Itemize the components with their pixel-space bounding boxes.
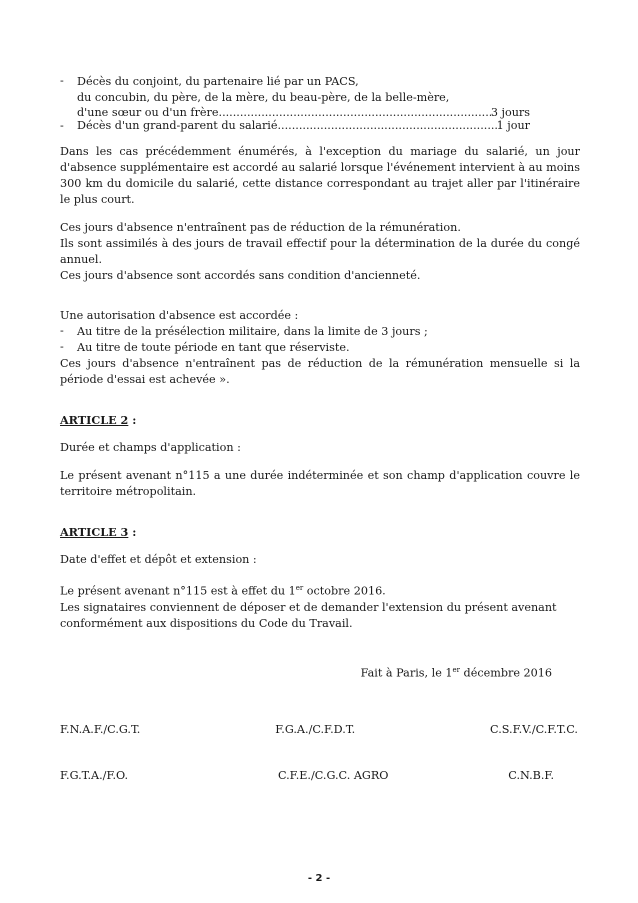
article-3-heading: ARTICLE 3 : bbox=[60, 525, 137, 539]
list-item bbox=[60, 74, 580, 90]
article-3-body-2: Les signataires conviennent de déposer et de demander l'extension du présent avenant conformément aux dispositions du Code du Travail. bbox=[60, 600, 557, 630]
document-page bbox=[60, 74, 580, 782]
bullet-dash: - bbox=[60, 340, 64, 353]
article-2-subtitle: Durée et champs d'application : bbox=[60, 441, 241, 454]
article-3-body-1: Le présent avenant n°115 est à effet du 1er octobre 2016. bbox=[60, 584, 386, 598]
list-item-text: Au titre de toute période en tant que réserviste. bbox=[77, 341, 350, 354]
article-2-heading: ARTICLE 2 : bbox=[60, 413, 137, 427]
article-2-body: Le présent avenant n°115 a une durée indéterminée et son champ d'application couvre le territoire métropolitain. bbox=[60, 469, 580, 498]
list-item-value: 3 jours bbox=[490, 106, 530, 119]
article-3-subtitle: Date d'effet et dépôt et extension : bbox=[60, 553, 257, 566]
list-item-text: Au titre de la présélection militaire, dans la limite de 3 jours ; bbox=[77, 325, 428, 338]
list-item-text: d'une sœur ou d'un frère bbox=[77, 106, 219, 119]
signatory: F.N.A.F./C.G.T. bbox=[60, 723, 141, 737]
bullet-dash: - bbox=[60, 74, 64, 87]
page-number: - 2 - bbox=[307, 873, 331, 884]
leader-dots bbox=[278, 119, 497, 132]
list-item bbox=[60, 324, 580, 340]
list-item-text: Décès d'un grand-parent du salarié bbox=[77, 119, 278, 132]
leader-line bbox=[60, 106, 580, 119]
paragraph-assimiles: Ils sont assimilés à des jours de travail effectif pour la détermination de la durée du congé annuel. bbox=[60, 237, 580, 266]
paragraph-anciennete: Ces jours d'absence sont accordés sans condition d'ancienneté. bbox=[60, 269, 421, 282]
signatories-row-1 bbox=[60, 723, 580, 736]
autorisation-closing: Ces jours d'absence n'entraînent pas de réduction de la rémunération mensuelle si la période d'essai est achevée ». bbox=[60, 357, 580, 386]
list-item-text: Décès du conjoint, du partenaire lié par un PACS, bbox=[77, 75, 359, 88]
list-item-value: 1 jour bbox=[496, 119, 530, 132]
leader-dots bbox=[219, 106, 491, 119]
list-item bbox=[60, 340, 580, 356]
paragraph-distance: Dans les cas précédemment énumérés, à l'exception du mariage du salarié, un jour d'absence supplémentaire est accordé au salarié lorsque l'événement intervient à au moins 300 km du domicile du salarié, cette distance correspondant au trajet aller par l'itinéraire le plus court. bbox=[60, 145, 580, 206]
signatory: F.G.A./C.F.D.T. bbox=[275, 723, 356, 737]
list-item-text: du concubin, du père, de la mère, du beau-père, de la belle-mère, bbox=[77, 91, 450, 104]
bullet-dash: - bbox=[60, 324, 64, 337]
paragraph-remuneration: Ces jours d'absence n'entraînent pas de réduction de la rémunération. bbox=[60, 221, 461, 234]
bullet-dash: - bbox=[60, 119, 64, 132]
signatory: C.N.B.F. bbox=[508, 769, 554, 783]
signatory: C.S.F.V./C.F.T.C. bbox=[490, 723, 578, 737]
autorisation-intro: Une autorisation d'absence est accordée : bbox=[60, 309, 299, 322]
signature-place-date: Fait à Paris, le 1er décembre 2016 bbox=[360, 665, 552, 680]
list-item bbox=[60, 119, 580, 132]
signatory: C.F.E./C.G.C. AGRO bbox=[277, 769, 389, 783]
signatories-row-2 bbox=[60, 769, 580, 782]
signatory: F.G.T.A./F.O. bbox=[60, 769, 129, 783]
